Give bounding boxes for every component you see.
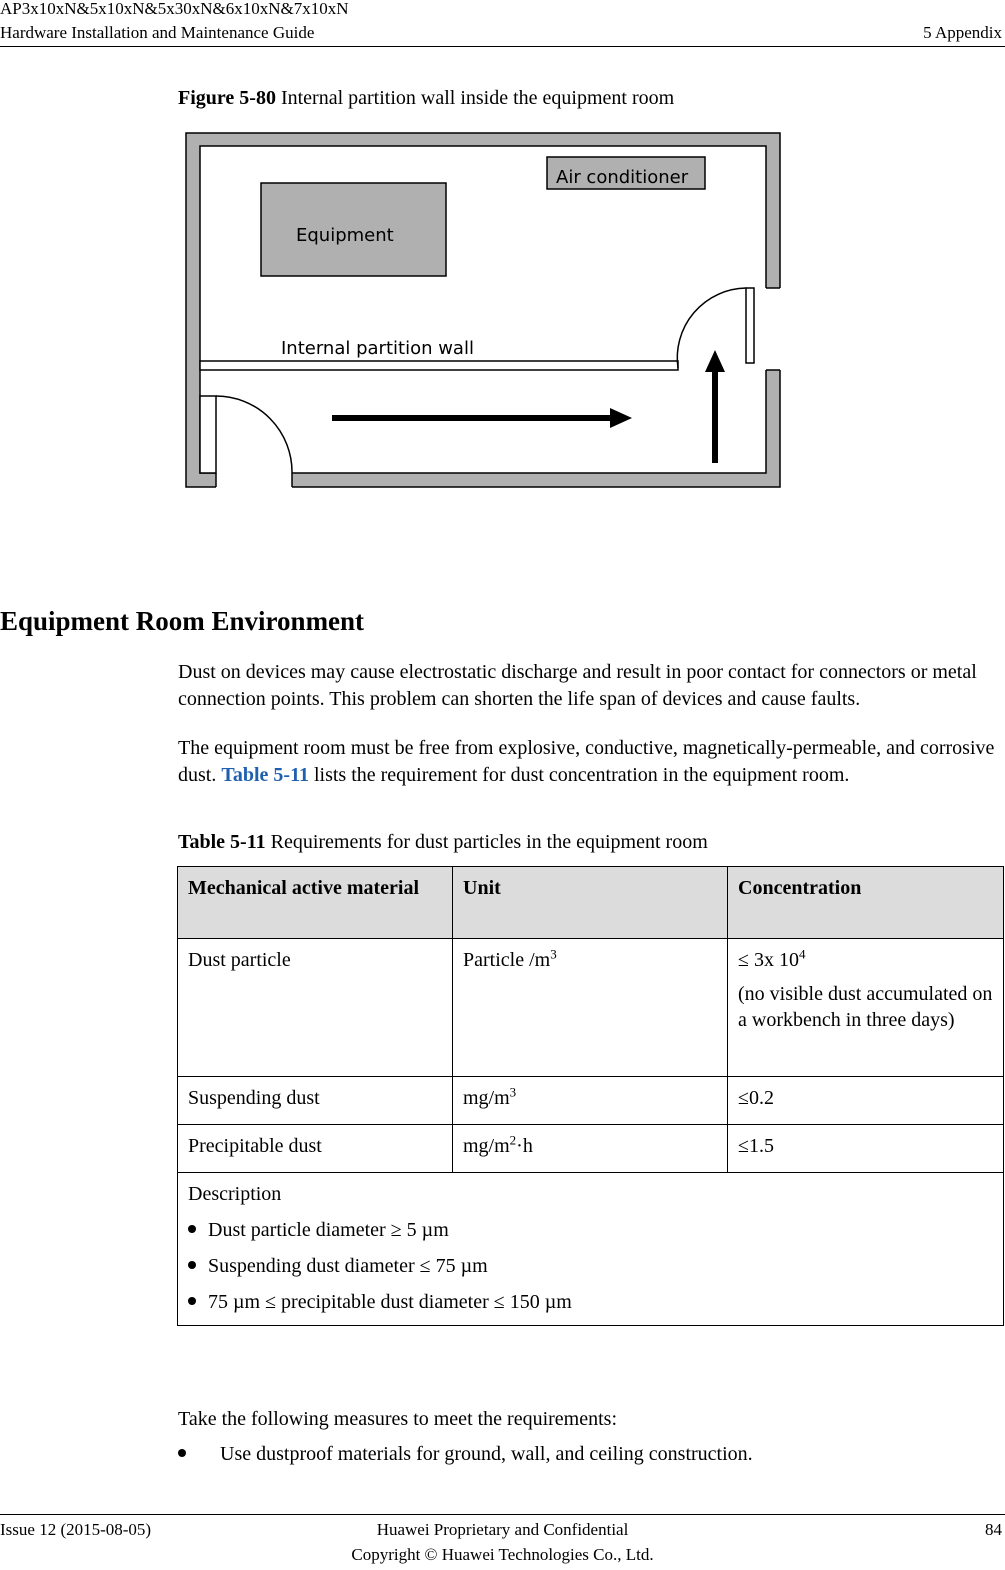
cell-material: Dust particle xyxy=(178,939,453,1077)
cell-unit: $mg/m^2\cdot h$ xyxy=(453,1125,728,1173)
bullet-icon xyxy=(178,1449,186,1457)
header-divider xyxy=(0,46,1005,47)
right-door-leaf xyxy=(746,288,754,363)
section-paragraph-2 xyxy=(178,735,1004,789)
header-unit: Unit xyxy=(453,867,728,939)
footer-issue: Issue 12 (2015-08-05) xyxy=(0,1520,152,1539)
measures-intro: Take the following measures to meet the requirements: xyxy=(178,1408,618,1430)
bullet-icon xyxy=(188,1225,196,1233)
cell-concentration: ≤0.2 xyxy=(728,1077,1004,1125)
right-door-gap xyxy=(764,288,782,370)
footer-copyright: Copyright © Huawei Technologies Co., Ltd. xyxy=(351,1545,654,1564)
header-concentration: Concentration xyxy=(728,867,1004,939)
figure-number: Figure 5-80 xyxy=(178,87,276,109)
cell-unit: Particle $/m^3$ xyxy=(453,939,728,1077)
cell-concentration: ≤ 3x $10^4$ (no visible dust accumulated on a workbench in three days) xyxy=(728,939,1004,1077)
concentration-note: (no visible dust accumulated on a workbench in three days) xyxy=(738,983,993,1031)
equipment-label: Equipment xyxy=(296,225,394,246)
figure-caption xyxy=(178,85,674,111)
description-cell xyxy=(178,1173,1004,1326)
partition-wall-diagram xyxy=(180,128,784,492)
description-item: 75 µm ≤ precipitable dust diameter ≤ 150 µm xyxy=(188,1289,993,1315)
footer-confidential: Huawei Proprietary and Confidential xyxy=(376,1520,629,1539)
bullet-icon xyxy=(188,1297,196,1305)
table-number: Table 5-11 xyxy=(178,831,266,853)
cell-material: Suspending dust xyxy=(178,1077,453,1125)
header-chapter: 5 Appendix xyxy=(923,23,1002,42)
footer-divider xyxy=(0,1514,1005,1515)
table-row xyxy=(178,1077,1004,1125)
table-caption xyxy=(178,829,708,855)
table-link[interactable]: Table 5-11 xyxy=(221,764,309,786)
left-door-swing xyxy=(216,396,292,473)
table-caption-text: Requirements for dust particles in the equipment room xyxy=(270,831,708,853)
description-title: Description xyxy=(188,1183,282,1205)
table-row xyxy=(178,1125,1004,1173)
header-material: Mechanical active material xyxy=(178,867,453,939)
measures-item: Use dustproof materials for ground, wall, and ceiling construction. xyxy=(178,1441,753,1468)
section-paragraph-1: Dust on devices may cause electrostatic discharge and result in poor contact for connectors or metal connection points. This problem can shorten the life span of devices and cause faults. xyxy=(178,661,977,710)
header-product: AP3x10xN&5x10xN&5x30xN&6x10xN&7x10xN xyxy=(0,0,349,18)
description-item: Dust particle diameter ≥ 5 µm xyxy=(188,1217,993,1243)
cell-unit: $mg/m^3$ xyxy=(453,1077,728,1125)
partition-wall xyxy=(200,361,678,370)
description-item: Suspending dust diameter ≤ 75 µm xyxy=(188,1253,993,1279)
dust-requirements-table xyxy=(177,866,1004,1326)
right-door-swing xyxy=(677,288,746,368)
para2-text-end: lists the requirement for dust concentration in the equipment room. xyxy=(308,764,850,786)
cell-material: Precipitable dust xyxy=(178,1125,453,1173)
left-door-gap xyxy=(216,471,292,489)
partition-wall-label: Internal partition wall xyxy=(281,338,474,359)
section-title: Equipment Room Environment xyxy=(0,606,365,636)
footer-page-number: 84 xyxy=(985,1520,1002,1539)
left-door-leaf xyxy=(200,396,216,473)
header-guide: Hardware Installation and Maintenance Guide xyxy=(0,23,315,42)
air-conditioner-label: Air conditioner xyxy=(556,167,689,188)
cell-concentration: ≤1.5 xyxy=(728,1125,1004,1173)
table-description-row xyxy=(178,1173,1004,1326)
table-header-row xyxy=(178,867,1004,939)
para2-text-start: The equipment room must be free from explosive, conductive, magnetically-permeable, and corrosive dust. xyxy=(178,737,995,786)
figure-caption-text: Internal partition wall inside the equipment room xyxy=(280,87,675,109)
table-row xyxy=(178,939,1004,1077)
bullet-icon xyxy=(188,1261,196,1269)
